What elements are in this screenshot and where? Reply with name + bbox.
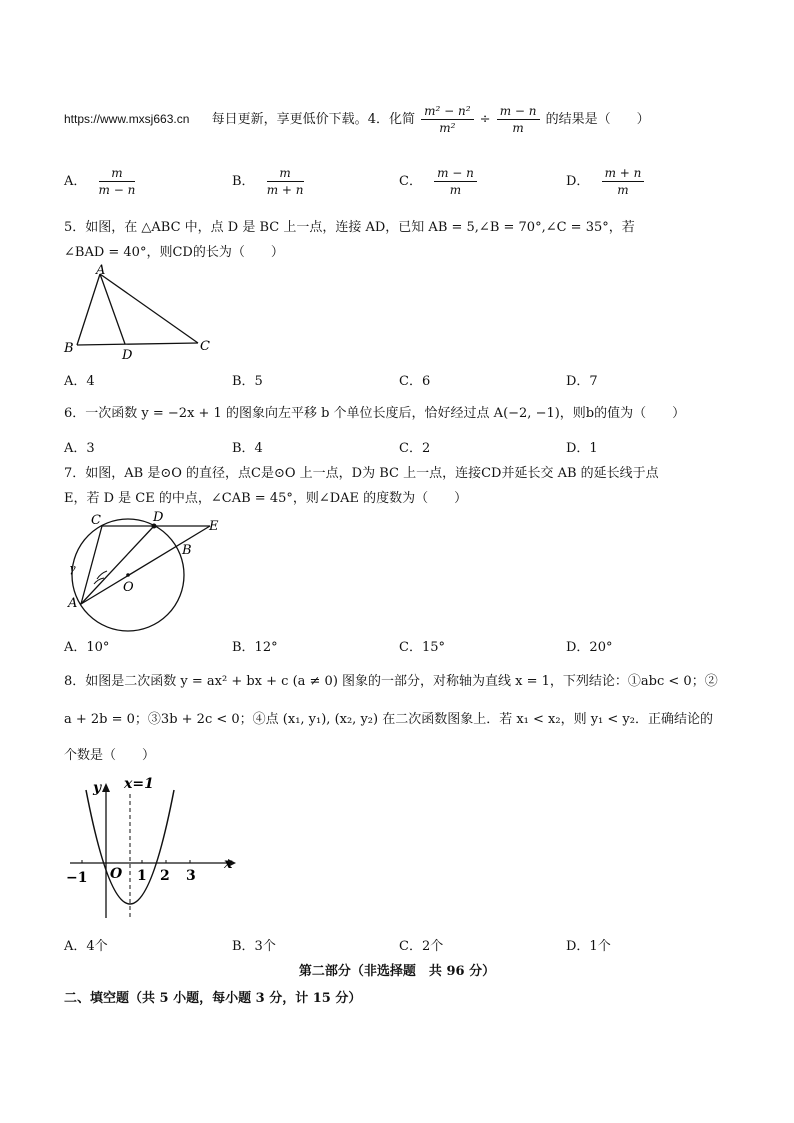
q8-parabola-graph [60, 770, 240, 930]
q5-option-b[interactable]: B．5 [232, 374, 263, 389]
q7-option-b[interactable]: B．12° [232, 640, 278, 655]
q8-label-2: 2 [160, 868, 170, 884]
q7-option-a[interactable]: A．10° [64, 640, 110, 655]
fill-in-blank-heading: 二、填空题（共 5 小题，每小题 3 分，计 15 分） [64, 991, 362, 1006]
q5-triangle-figure [60, 262, 220, 362]
q7-label-c: C [91, 513, 101, 528]
q6-option-b[interactable]: B．4 [232, 441, 263, 456]
q8-label-3: 3 [186, 868, 196, 884]
q5-label-c: C [200, 339, 210, 354]
q8-label-1: 1 [137, 868, 147, 884]
q8-text-line2: a + 2b = 0；③3b + 2c < 0；④点 (x₁, y₁), (x₂, y₂) 在二次函数图象上．若 x₁ < x₂，则 y₁ < y₂．正确结论的 [64, 712, 713, 727]
q6-option-a[interactable]: A．3 [64, 441, 95, 456]
q7-label-a: A [68, 596, 78, 611]
q4-option-c-fraction: $\frac{m - n}{m}$ [434, 166, 477, 197]
q5-option-d[interactable]: D．7 [566, 374, 598, 389]
q5-label-d: D [122, 348, 133, 362]
q4-option-d-fraction: $\frac{m + n}{m}$ [602, 166, 645, 197]
q5-label-a: A [96, 263, 106, 278]
q6-text: 6．一次函数 y = −2x + 1 的图象向左平移 b 个单位长度后，恰好经过点 A(−2, −1)，则b的值为（ ） [64, 406, 686, 421]
part-two-heading: 第二部分（非选择题 共 96 分） [298, 964, 496, 979]
q4-option-a[interactable]: A． $\frac{m}{m - n}$ [64, 166, 136, 197]
source-url[interactable]: https://www.mxsj663.cn [64, 112, 190, 126]
q4-suffix: 的结果是（ ） [545, 112, 650, 127]
q5-label-b: B [64, 341, 74, 356]
q5-option-c[interactable]: C．6 [399, 374, 431, 389]
q6-option-d[interactable]: D．1 [566, 441, 598, 456]
q7-text-line2: E，若 D 是 CE 的中点，∠CAB = 45°，则∠DAE 的度数为（ ） [64, 491, 468, 506]
q8-option-d[interactable]: D．1个 [566, 939, 611, 954]
header-line [64, 104, 650, 135]
q8-option-b[interactable]: B．3个 [232, 939, 276, 954]
q8-label-x: x [224, 856, 233, 872]
q4-fraction-1: $\frac{\text{m² − n²}}{\text{m²}}$ [421, 104, 473, 135]
q8-option-a[interactable]: A．4个 [64, 939, 108, 954]
q8-label-y: y [93, 780, 102, 796]
q8-label-neg1: −1 [66, 870, 88, 886]
q8-option-c[interactable]: C．2个 [399, 939, 444, 954]
q7-text-line1: 7．如图，AB 是⊙O 的直径，点C是⊙O 上一点，D为 BC 上一点，连接CD并延长交 AB 的延长线于点 [64, 466, 659, 481]
q4-operator: ÷ [479, 112, 491, 127]
q4-fraction-2: $\frac{m - n}{m}$ [497, 104, 540, 135]
q5-text-line1: 5．如图，在 △ABC 中，点 D 是 BC 上一点，连接 AD，已知 AB = 5,∠B = 70°,∠C = 35°，若 [64, 220, 635, 235]
q7-circle-figure [62, 508, 232, 632]
q8-text-line1: 8．如图是二次函数 y = ax² + bx + c (a ≠ 0) 图象的一部分，对称轴为直线 x = 1，下列结论：①abc < 0；② [64, 674, 718, 689]
q4-option-b[interactable]: B． $\frac{m}{m + n}$ [232, 166, 304, 197]
q7-label-gamma: γ [69, 562, 76, 575]
q4-option-a-fraction: $\frac{m}{m - n}$ [98, 166, 136, 197]
q7-option-c[interactable]: C．15° [399, 640, 445, 655]
q8-label-axis: x=1 [124, 776, 154, 792]
q4-option-b-fraction: $\frac{m}{m + n}$ [266, 166, 304, 197]
q7-option-d[interactable]: D．20° [566, 640, 613, 655]
q5-option-a[interactable]: A．4 [64, 374, 95, 389]
q7-label-b: B [182, 543, 192, 558]
q6-option-c[interactable]: C．2 [399, 441, 431, 456]
q7-label-o: O [123, 580, 134, 595]
q4-option-d[interactable]: D． $\frac{m + n}{m}$ [566, 166, 646, 197]
q4-option-c[interactable]: C． $\frac{m - n}{m}$ [399, 166, 479, 197]
q8-label-origin: O [110, 866, 123, 882]
q5-text-line2: ∠BAD = 40°，则CD的长为（ ） [64, 245, 284, 260]
q8-text-line3: 个数是（ ） [64, 748, 156, 763]
update-notice: 每日更新，享更低价下载。 [211, 112, 368, 127]
q7-label-e: E [209, 519, 219, 534]
q7-label-d: D [153, 510, 164, 525]
q4-prefix: 4．化简 [367, 112, 415, 127]
